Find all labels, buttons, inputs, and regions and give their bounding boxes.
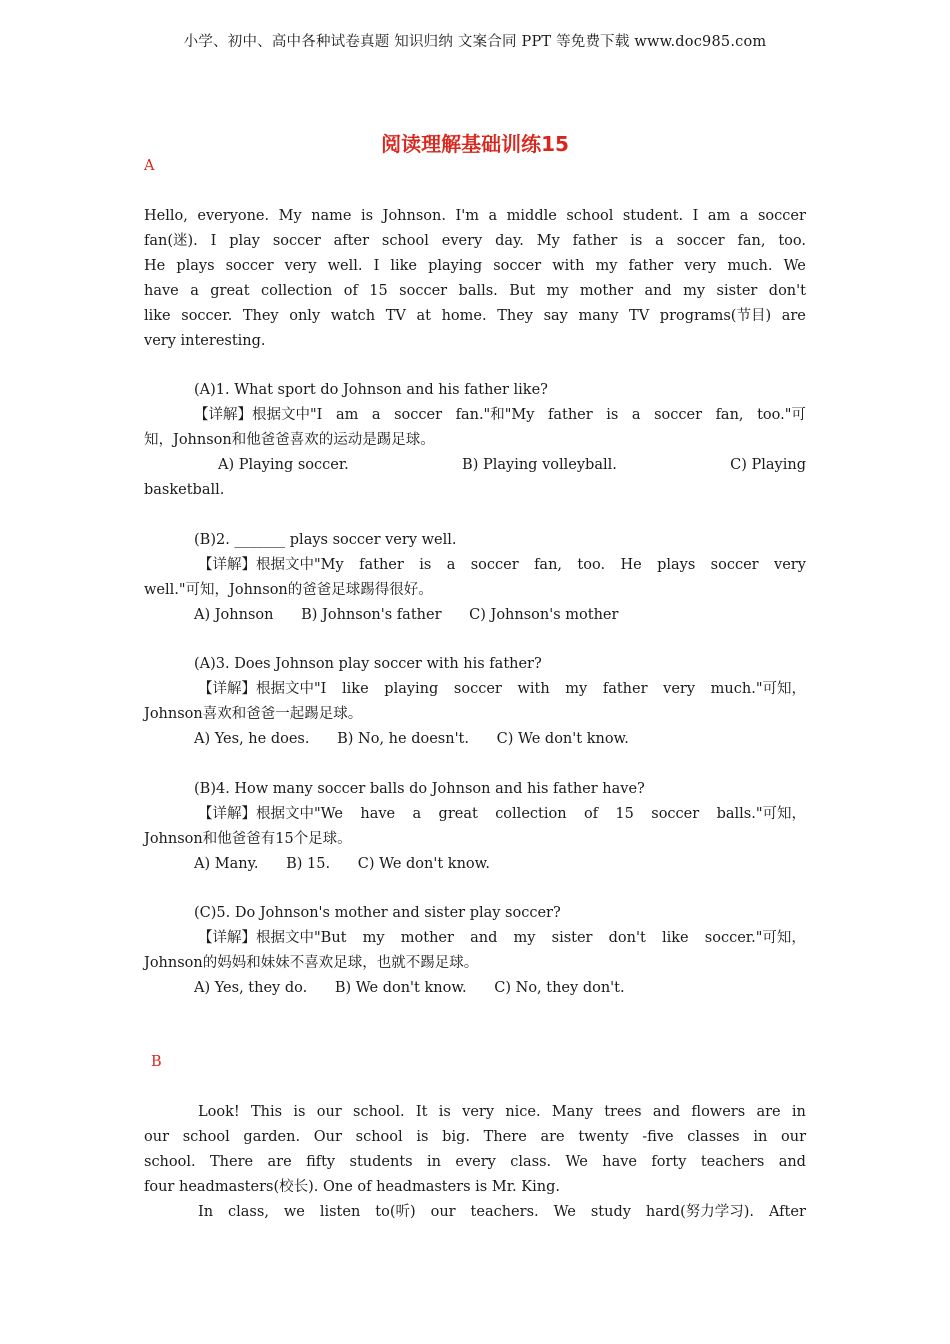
question-text: (A)1. What sport do Johnson and his father like?	[194, 382, 548, 398]
option-c-continued: basketball.	[144, 482, 225, 498]
passage-line: have a great collection of 15 soccer balls. But my mother and my sister don't	[144, 283, 806, 299]
passage-line: four headmasters(校长). One of headmasters is Mr. King.	[144, 1179, 560, 1195]
passage-line: In class, we listen to(听) our teachers. We study hard(努力学习). After	[198, 1204, 806, 1220]
passage-line: He plays soccer very well. I like playing soccer with my father very much. We	[144, 258, 806, 274]
explanation-line: well."可知，Johnson的爸爸足球踢得很好。	[144, 582, 433, 598]
explanation-line: Johnson喜欢和爸爸一起踢足球。	[144, 706, 363, 722]
section-a-label: A	[144, 158, 155, 174]
question-text: (B)4. How many soccer balls do Johnson and his father have?	[194, 781, 645, 797]
section-a-passage	[144, 204, 806, 354]
question-4	[144, 777, 806, 877]
question-text: (A)3. Does Johnson play soccer with his father?	[194, 656, 542, 672]
explanation-line: 【详解】根据文中"I am a soccer fan."和"My father is a soccer fan, too."可	[194, 407, 806, 423]
option-b: B) Playing volleyball.	[462, 457, 617, 473]
document-title: 阅读理解基础训练15	[381, 132, 569, 156]
question-text: (C)5. Do Johnson's mother and sister play soccer?	[194, 905, 561, 921]
passage-line: our school garden. Our school is big. There are twenty -five classes in our	[144, 1129, 806, 1145]
section-b-label: B	[151, 1054, 162, 1070]
explanation-line: 知，Johnson和他爸爸喜欢的运动是踢足球。	[144, 432, 435, 448]
passage-line: Look! This is our school. It is very nice. Many trees and flowers are in	[198, 1104, 806, 1120]
options-row: A) Johnson B) Johnson's father C) Johnson's mother	[194, 607, 619, 623]
explanation-line: 【详解】根据文中"I like playing soccer with my father very much."可知，	[198, 681, 806, 697]
passage-line: Hello, everyone. My name is Johnson. I'm a middle school student. I am a soccer	[144, 208, 806, 224]
page-header: 小学、初中、高中各种试卷真题 知识归纳 文案合同 PPT 等免费下载 www.doc985.com	[183, 34, 767, 50]
options-row: A) Many. B) 15. C) We don't know.	[194, 856, 490, 872]
options-row: A) Yes, he does. B) No, he doesn't. C) We don't know.	[194, 731, 629, 747]
option-c: C) Playing	[730, 457, 806, 473]
question-5	[144, 901, 806, 1001]
question-2	[144, 528, 806, 628]
explanation-line: Johnson和他爸爸有15个足球。	[144, 831, 352, 847]
options-row: A) Yes, they do. B) We don't know. C) No, they don't.	[194, 980, 625, 996]
passage-line: school. There are fifty students in every class. We have forty teachers and	[144, 1154, 806, 1170]
section-b-passage	[144, 1100, 806, 1225]
question-1	[144, 378, 806, 503]
passage-line: fan(迷). I play soccer after school every day. My father is a soccer fan, too.	[144, 233, 806, 249]
passage-line: very interesting.	[144, 333, 266, 349]
explanation-line: 【详解】根据文中"But my mother and my sister don't like soccer."可知，	[198, 930, 806, 946]
question-text: (B)2. _______ plays soccer very well.	[194, 532, 457, 548]
option-a: A) Playing soccer.	[218, 457, 349, 473]
explanation-line: Johnson的妈妈和妹妹不喜欢足球，也就不踢足球。	[144, 955, 479, 971]
passage-line: like soccer. They only watch TV at home. They say many TV programs(节目) are	[144, 308, 806, 324]
explanation-line: 【详解】根据文中"My father is a soccer fan, too. He plays soccer very	[198, 557, 806, 573]
question-3	[144, 652, 806, 752]
options-row	[144, 453, 806, 478]
explanation-line: 【详解】根据文中"We have a great collection of 15 soccer balls."可知，	[198, 806, 806, 822]
